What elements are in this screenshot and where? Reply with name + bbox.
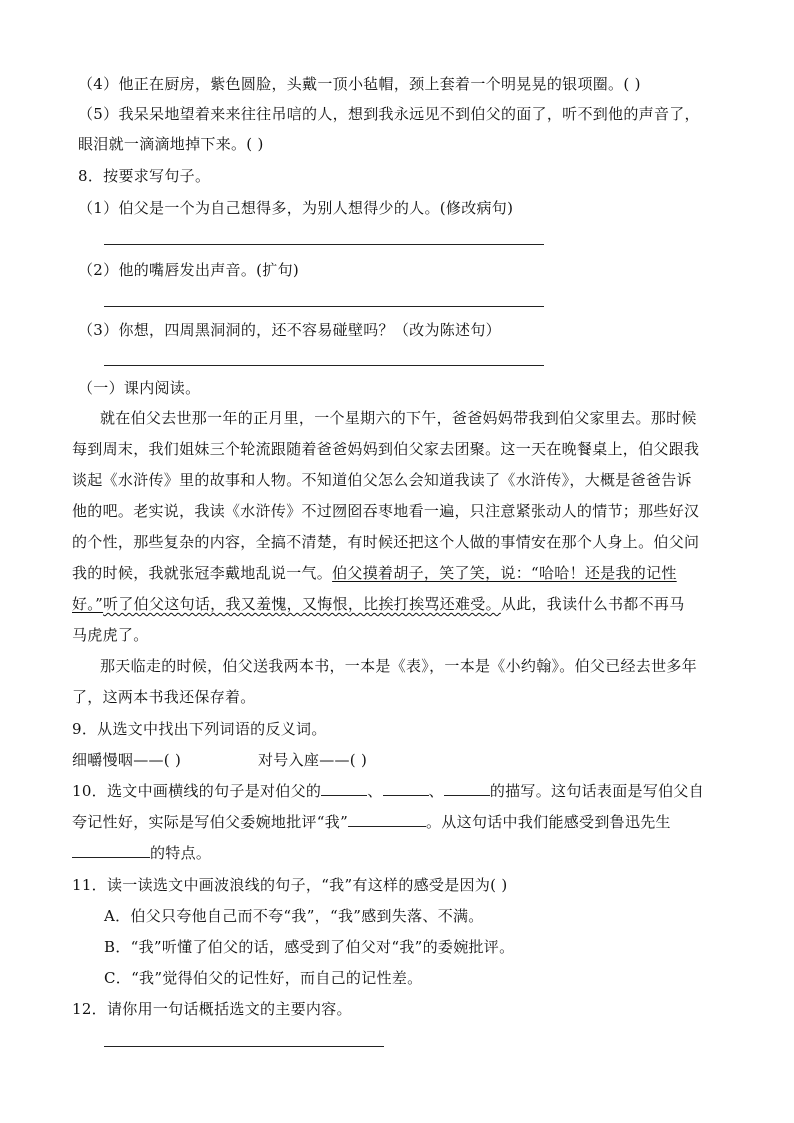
q10-blank-1[interactable]	[321, 781, 367, 796]
q7-item-5-line2: 眼泪就一滴滴地掉下来。( )	[78, 135, 264, 153]
q10-text: 夸记性好，实际是写伯父委婉地批评“我”	[72, 813, 349, 831]
q11-option-a[interactable]: A．伯父只夸他自己而不夸“我”，“我”感到失落、不满。	[104, 907, 484, 925]
q10-line3	[72, 843, 211, 863]
passage-p1-line4: 他的吧。老实说，我读《水浒传》不过囫囵吞枣地看一遍，只注意紧张动人的情节；那些好汉	[72, 502, 700, 520]
passage-p1-line2: 每到周末，我们姐妹三个轮流跟随着爸爸妈妈到伯父家去团聚。这一天在晚餐桌上，伯父跟我	[72, 440, 700, 458]
q10-blank-3[interactable]	[444, 781, 490, 796]
q10-separator: 、	[367, 782, 383, 800]
q7-item-4: （4）他正在厨房，紫色圆脸，头戴一顶小毡帽，颈上套着一个明晃晃的银项圈。( )	[78, 75, 641, 93]
passage-p2-line2: 了，这两本书我还保存着。	[72, 688, 256, 706]
q10-blank-4[interactable]	[348, 812, 426, 827]
passage-plain-text: 从此，我读什么书都不再马	[500, 595, 685, 613]
reading-section-title: （一）课内阅读。	[78, 379, 201, 397]
q12-heading: 12．请你用一句话概括选文的主要内容。	[72, 1000, 352, 1018]
q9-pair-2: 对号入座——( )	[258, 751, 368, 769]
q12-answer-line[interactable]	[104, 1046, 384, 1047]
q10-blank-2[interactable]	[383, 781, 429, 796]
q10-line1	[72, 781, 704, 801]
wavy-underlined-sentence: 听了伯父这句话，我又羞愧，又悔恨，比挨打挨骂还难受。	[103, 595, 501, 613]
passage-p2-line1: 那天临走的时候，伯父送我两本书，一本是《表》，一本是《小约翰》。伯父已经去世多年	[100, 657, 698, 675]
passage-p1-line1: 就在伯父去世那一年的正月里，一个星期六的下午，爸爸妈妈带我到伯父家里去。那时候	[100, 409, 697, 427]
q11-option-b[interactable]: B．“我”听懂了伯父的话，感受到了伯父对“我”的委婉批评。	[104, 938, 515, 956]
q11-heading: 11．读一读选文中画波浪线的句子，“我”有这样的感受是因为( )	[72, 876, 508, 894]
passage-p1-line7	[72, 594, 685, 614]
passage-p1-line8: 马虎虎了。	[72, 626, 149, 644]
q10-text: 的特点。	[150, 844, 212, 862]
q11-option-c[interactable]: C．“我”觉得伯父的记性好，而自己的记性差。	[104, 969, 423, 987]
q8-sentence-2: （2）他的嘴唇发出声音。(扩句)	[78, 261, 300, 279]
q9-heading: 9．从选文中找出下列词语的反义词。	[72, 720, 327, 738]
q10-text: 10．选文中画横线的句子是对伯父的	[72, 782, 322, 800]
q8-sentence-1: （1）伯父是一个为自己想得多，为别人想得少的人。(修改病句)	[78, 199, 514, 217]
underlined-sentence-part2: 好。”	[72, 595, 104, 613]
q10-text: 。从这句话中我们能感受到鲁迅先生	[426, 813, 671, 831]
q10-line2	[72, 812, 671, 832]
passage-p1-line6	[72, 563, 677, 583]
q8-sentence-3: （3）你想，四周黑洞洞的，还不容易碰壁吗？（改为陈述句）	[78, 321, 501, 339]
q10-blank-5[interactable]	[72, 843, 150, 858]
q8-answer-line-2[interactable]	[104, 306, 544, 307]
q7-item-5-line1: （5）我呆呆地望着来来往往吊唁的人，想到我永远见不到伯父的面了，听不到他的声音了，	[78, 105, 700, 123]
q10-text: 的描写。这句话表面是写伯父自	[489, 782, 705, 800]
q9-pair-1: 细嚼慢咽——( )	[72, 751, 182, 769]
passage-plain-text: 我的时候，我就张冠李戴地乱说一气。	[72, 564, 333, 582]
q10-separator: 、	[428, 782, 444, 800]
passage-p1-line5: 的个性，那些复杂的内容，全搞不清楚，有时候还把这个人做的事情安在那个人身上。伯父问	[72, 533, 700, 551]
q8-heading: 8．按要求写句子。	[78, 167, 211, 185]
passage-p1-line3: 谈起《水浒传》里的故事和人物。不知道伯父怎么会知道我读了《水浒传》，大概是爸爸告诉	[72, 471, 692, 489]
q8-answer-line-3[interactable]	[104, 365, 544, 366]
underlined-sentence-part1: 伯父摸着胡子，笑了笑，说：“哈哈！还是我的记性	[332, 564, 677, 582]
q8-answer-line-1[interactable]	[104, 244, 544, 245]
